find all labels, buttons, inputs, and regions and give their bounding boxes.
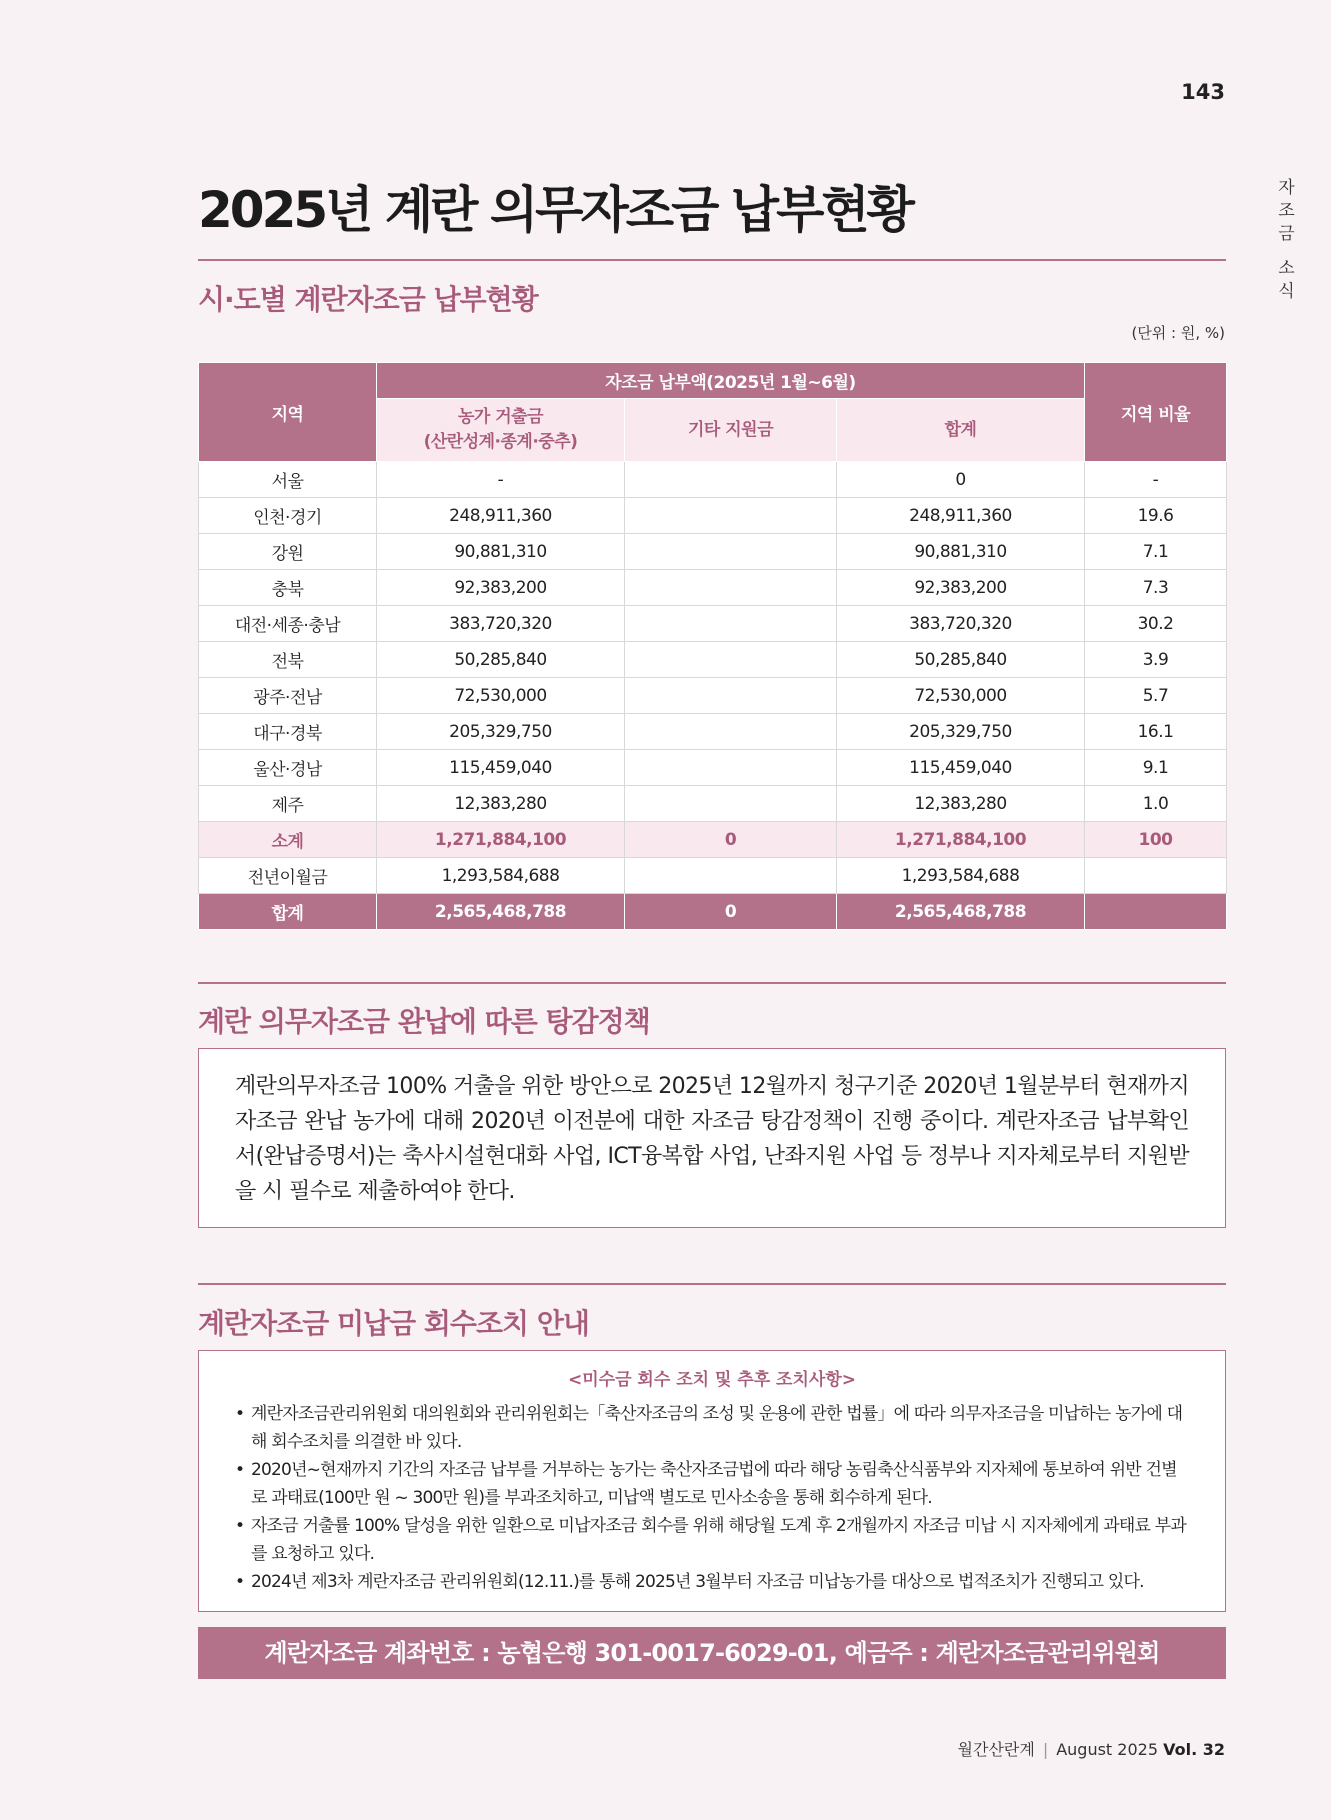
- cell-farm: 12,383,280: [377, 786, 625, 822]
- header-farm-contribution: [377, 399, 625, 462]
- footer-volume: Vol. 32: [1163, 1740, 1225, 1759]
- table-row: [199, 534, 1227, 570]
- cell-sum: 50,285,840: [837, 642, 1085, 678]
- cell-farm: 115,459,040: [377, 750, 625, 786]
- collection-list: [235, 1400, 1189, 1596]
- cell-ratio: 3.9: [1085, 642, 1227, 678]
- cell-other: [625, 678, 837, 714]
- policy-body: 계란의무자조금 100% 거출을 위한 방안으로 2025년 12월까지 청구기준 2020년 1월분부터 현재까지 자조금 완납 농가에 대해 2020년 이전분에 대한 자조금 탕감정책이 진행 중이다. 계란자조금 납부확인서(완납증명서)는 축사시설현대화 사업, ICT융복합 사업, 난좌지원 사업 등 정부나 지자체로부터 지원받을 시 필수로 제출하여야 한다.: [235, 1074, 1189, 1204]
- title-divider: [198, 259, 1226, 261]
- cell-ratio: 1.0: [1085, 786, 1227, 822]
- cell-other: [625, 570, 837, 606]
- cell-sum: 1,271,884,100: [837, 822, 1085, 858]
- cell-sum: 90,881,310: [837, 534, 1085, 570]
- cell-other: [625, 462, 837, 498]
- table-row: [199, 642, 1227, 678]
- list-item: • 계란자조금관리위원회 대의원회와 관리위원회는「축산자조금의 조성 및 운용에 관한 법률」에 따라 의무자조금을 미납하는 농가에 대해 회수조치를 의결한 바 있다.: [235, 1400, 1189, 1456]
- cell-ratio: [1085, 858, 1227, 894]
- total-row: [199, 894, 1227, 930]
- table-row: [199, 462, 1227, 498]
- unit-note: (단위 : 원, %): [1131, 324, 1225, 342]
- table-row: [199, 498, 1227, 534]
- table-row: [199, 678, 1227, 714]
- cell-sum: 0: [837, 462, 1085, 498]
- table-row: [199, 750, 1227, 786]
- cell-region: 울산·경남: [199, 750, 377, 786]
- header-farm-line1: 농가 거출금: [457, 407, 544, 428]
- policy-box: [198, 1048, 1226, 1228]
- cell-sum: 72,530,000: [837, 678, 1085, 714]
- cell-farm: 1,293,584,688: [377, 858, 625, 894]
- footer-issue: August 2025: [1056, 1740, 1158, 1759]
- cell-ratio: 19.6: [1085, 498, 1227, 534]
- cell-region: 제주: [199, 786, 377, 822]
- table-header-row: [199, 363, 1227, 399]
- cell-other: [625, 642, 837, 678]
- header-farm-line2: (산란성계·종계·중추): [423, 432, 578, 452]
- list-item: • 2020년~현재까지 기간의 자조금 납부를 거부하는 농가는 축산자조금법에 따라 해당 농림축산식품부와 지자체에 통보하여 위반 건별로 과태료(100만 원 ~ 300만 원)를 부과조치하고, 미납액 별도로 민사소송을 통해 회수하게 된다.: [235, 1456, 1189, 1512]
- table-row: [199, 714, 1227, 750]
- cell-region: 강원: [199, 534, 377, 570]
- table-row: [199, 570, 1227, 606]
- header-region: 지역: [199, 363, 377, 462]
- cell-sum: 92,383,200: [837, 570, 1085, 606]
- cell-farm: 92,383,200: [377, 570, 625, 606]
- cell-ratio: 100: [1085, 822, 1227, 858]
- cell-other: [625, 786, 837, 822]
- cell-other: 0: [625, 894, 837, 930]
- section-title-collection-measures: 계란자조금 미납금 회수조치 안내: [198, 1307, 589, 1340]
- cell-sum: 1,293,584,688: [837, 858, 1085, 894]
- cell-sum: 383,720,320: [837, 606, 1085, 642]
- section-title-payment-status: 시·도별 계란자조금 납부현황: [198, 283, 538, 316]
- cell-farm: 50,285,840: [377, 642, 625, 678]
- header-payment-group: 자조금 납부액(2025년 1월~6월): [377, 363, 1085, 399]
- list-item: • 자조금 거출률 100% 달성을 위한 일환으로 미납자조금 회수를 위해 해당월 도계 후 2개월까지 자조금 미납 시 지자체에게 과태료 부과를 요청하고 있다.: [235, 1512, 1189, 1568]
- cell-ratio: 30.2: [1085, 606, 1227, 642]
- cell-region: 광주·전남: [199, 678, 377, 714]
- cell-other: [625, 858, 837, 894]
- header-other-support: 기타 지원금: [625, 399, 837, 462]
- cell-farm: 90,881,310: [377, 534, 625, 570]
- cell-region: 서울: [199, 462, 377, 498]
- cell-farm: 72,530,000: [377, 678, 625, 714]
- cell-other: 0: [625, 822, 837, 858]
- payment-status-table: [198, 362, 1227, 930]
- cell-other: [625, 714, 837, 750]
- cell-other: [625, 750, 837, 786]
- cell-region: 인천·경기: [199, 498, 377, 534]
- account-number-bar: 계란자조금 계좌번호 : 농협은행 301-0017-6029-01, 예금주 : 계란자조금관리위원회: [198, 1627, 1226, 1679]
- cell-ratio: 9.1: [1085, 750, 1227, 786]
- cell-farm: -: [377, 462, 625, 498]
- side-section-label: 자조금 소식: [1274, 178, 1294, 305]
- cell-farm: 1,271,884,100: [377, 822, 625, 858]
- cell-region: 소계: [199, 822, 377, 858]
- footer-separator: |: [1042, 1740, 1049, 1759]
- cell-other: [625, 534, 837, 570]
- cell-sum: 12,383,280: [837, 786, 1085, 822]
- cell-ratio: 16.1: [1085, 714, 1227, 750]
- cell-sum: 248,911,360: [837, 498, 1085, 534]
- header-sum: 합계: [837, 399, 1085, 462]
- page-title: 2025년 계란 의무자조금 납부현황: [198, 181, 912, 239]
- table-row: [199, 786, 1227, 822]
- section2-divider: [198, 982, 1226, 984]
- cell-farm: 2,565,468,788: [377, 894, 625, 930]
- footer-magazine: 월간산란계: [957, 1740, 1035, 1759]
- page-number: 143: [1181, 80, 1225, 104]
- cell-sum: 115,459,040: [837, 750, 1085, 786]
- subtotal-row: [199, 822, 1227, 858]
- carryover-row: [199, 858, 1227, 894]
- collection-subtitle: <미수금 회수 조치 및 추후 조치사항>: [568, 1370, 856, 1390]
- footer: [958, 1737, 1225, 1760]
- cell-region: 대구·경북: [199, 714, 377, 750]
- cell-region: 대전·세종·충남: [199, 606, 377, 642]
- cell-other: [625, 606, 837, 642]
- list-item: • 2024년 제3차 계란자조금 관리위원회(12.11.)를 통해 2025년 3월부터 자조금 미납농가를 대상으로 법적조치가 진행되고 있다.: [235, 1568, 1189, 1596]
- cell-sum: 205,329,750: [837, 714, 1085, 750]
- cell-sum: 2,565,468,788: [837, 894, 1085, 930]
- cell-ratio: 5.7: [1085, 678, 1227, 714]
- cell-farm: 205,329,750: [377, 714, 625, 750]
- collection-box: [198, 1350, 1226, 1612]
- cell-ratio: -: [1085, 462, 1227, 498]
- header-ratio: 지역 비율: [1085, 363, 1227, 462]
- cell-region: 전년이월금: [199, 858, 377, 894]
- cell-region: 합계: [199, 894, 377, 930]
- cell-ratio: 7.1: [1085, 534, 1227, 570]
- cell-region: 충북: [199, 570, 377, 606]
- section-title-forgiveness-policy: 계란 의무자조금 완납에 따른 탕감정책: [198, 1005, 650, 1038]
- table-row: [199, 606, 1227, 642]
- section3-divider: [198, 1283, 1226, 1285]
- cell-other: [625, 498, 837, 534]
- cell-ratio: [1085, 894, 1227, 930]
- cell-farm: 383,720,320: [377, 606, 625, 642]
- cell-region: 전북: [199, 642, 377, 678]
- cell-ratio: 7.3: [1085, 570, 1227, 606]
- cell-farm: 248,911,360: [377, 498, 625, 534]
